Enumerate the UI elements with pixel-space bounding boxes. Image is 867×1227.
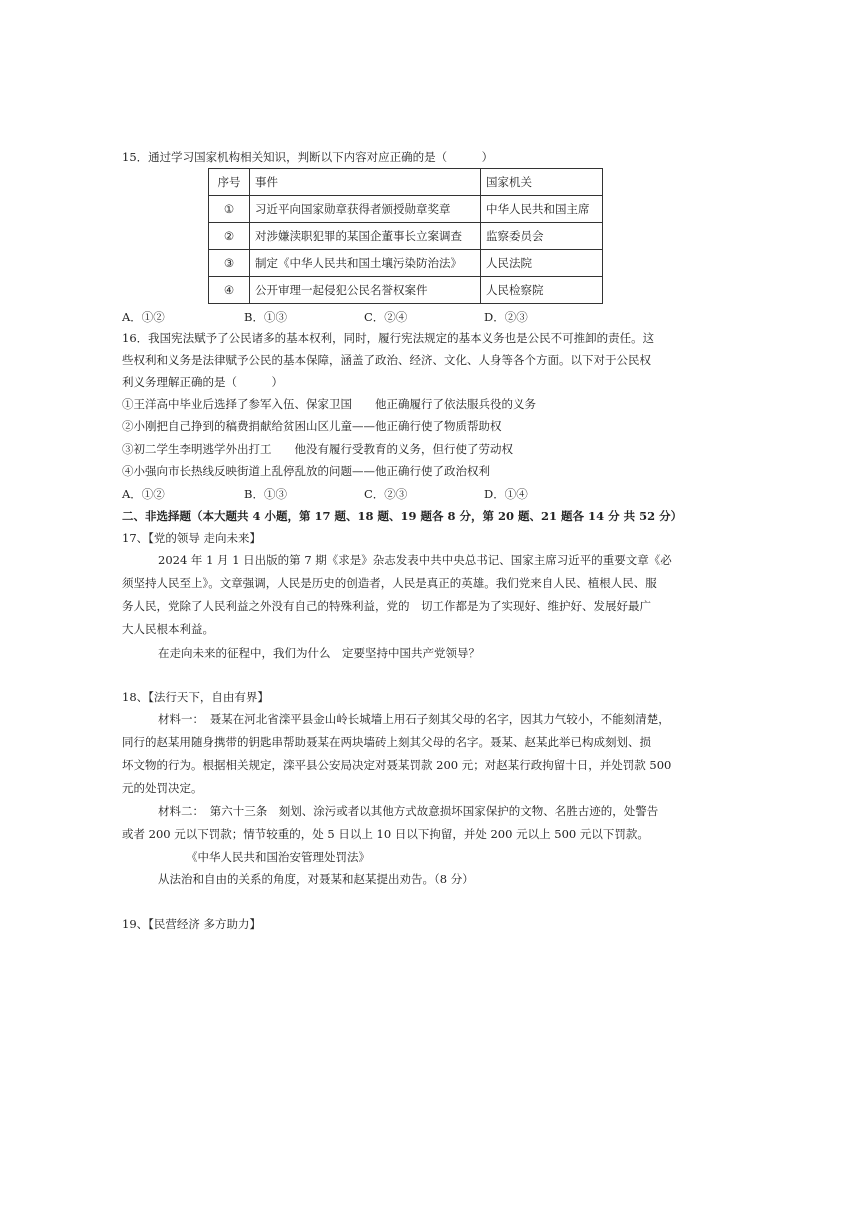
q18-material1-line: 同行的赵某用随身携带的钥匙串帮助聂某在两块墙砖上刻其父母的名字。聂某、赵某此举已构成刻划、损 — [122, 735, 651, 749]
q17-para-line: 大人民根本利益。 — [122, 622, 214, 636]
q16-options — [122, 486, 582, 502]
q18-material1-line: 材料一： 聂某在河北省滦平县金山岭长城墙上用石子刻其父母的名字，因其力气较小，不能刻清楚， — [158, 712, 670, 726]
table-row — [209, 277, 603, 304]
q17-para-line: 务人民，党除了人民利益之外没有自己的特殊利益，党的 切工作都是为了实现好、维护好、发展好最广 — [122, 599, 651, 613]
option-c[interactable]: C．②④ — [364, 310, 408, 324]
row-event: 公开审理一起侵犯公民名誉权案件 — [250, 277, 481, 304]
row-index: ② — [209, 223, 250, 250]
q18-material1-line: 坏文物的行为。根据相关规定，滦平县公安局决定对聂某罚款 200 元；对赵某行政拘留十日，并处罚款 500 — [122, 758, 672, 772]
q15-stem: 15．通过学习国家机构相关知识，判断以下内容对应正确的是（ ） — [122, 150, 494, 164]
q19-title: 19、【民营经济 多方助力】 — [122, 917, 262, 931]
table-header-row — [209, 169, 603, 196]
q18-question: 从法治和自由的关系的角度，对聂某和赵某提出劝告。（8 分） — [158, 872, 474, 886]
row-event: 对涉嫌渎职犯罪的某国企董事长立案调查 — [250, 223, 481, 250]
header-index: 序号 — [209, 169, 250, 196]
q18-title: 18、【法行天下，自由有界】 — [122, 690, 269, 704]
section-heading: 二、非选择题（本大题共 4 小题，第 17 题、18 题、19 题各 8 分，第 20 题、21 题各 14 分 共 52 分） — [122, 509, 683, 523]
row-event: 制定《中华人民共和国土壤污染防治法》 — [250, 250, 481, 277]
header-event: 事件 — [250, 169, 481, 196]
option-d[interactable]: D．②③ — [484, 310, 528, 324]
q16-stem-line: 些权利和义务是法律赋予公民的基本保障，涵盖了政治、经济、文化、人身等各个方面。以下对于公民权 — [122, 353, 651, 367]
option-a[interactable]: A．①② — [122, 310, 165, 324]
option-a[interactable]: A．①② — [122, 487, 165, 501]
row-index: ① — [209, 196, 250, 223]
q16-item: ①王洋高中毕业后选择了参军入伍、保家卫国 他正确履行了依法服兵役的义务 — [122, 397, 536, 411]
row-index: ④ — [209, 277, 250, 304]
q17-title: 17、【党的领导 走向未来】 — [122, 531, 262, 545]
q18-material1-line: 元的处罚决定。 — [122, 781, 203, 795]
option-c[interactable]: C．②③ — [364, 487, 408, 501]
q17-question: 在走向未来的征程中，我们为什么 定要坚持中国共产党领导？ — [158, 646, 480, 660]
header-agency: 国家机关 — [481, 169, 603, 196]
q16-item: ②小刚把自己挣到的稿费捐献给贫困山区儿童——他正确行使了物质帮助权 — [122, 419, 502, 433]
option-b[interactable]: B．①③ — [244, 310, 287, 324]
option-d[interactable]: D．①④ — [484, 487, 528, 501]
row-agency: 人民法院 — [481, 250, 603, 277]
q16-item: ③初二学生李明逃学外出打工 他没有履行受教育的义务，但行使了劳动权 — [122, 442, 513, 456]
table-row — [209, 196, 603, 223]
row-agency: 人民检察院 — [481, 277, 603, 304]
q18-material2-line: 材料二： 第六十三条 刻划、涂污或者以其他方式故意损坏国家保护的文物、名胜古迹的，处警告 — [158, 804, 659, 818]
row-agency: 监察委员会 — [481, 223, 603, 250]
q17-para-line: 2024 年 1 月 1 日出版的第 7 期《求是》杂志发表中共中央总书记、国家主席习近平的重要文章《必 — [158, 553, 672, 567]
q16-stem-line: 16．我国宪法赋予了公民诸多的基本权利，同时，履行宪法规定的基本义务也是公民不可推卸的责任。这 — [122, 331, 655, 345]
row-index: ③ — [209, 250, 250, 277]
q15-table — [208, 168, 603, 304]
q17-para-line: 须坚持人民至上》。文章强调，人民是历史的创造者，人民是真正的英雄。我们党来自人民、植根人民、服 — [122, 576, 657, 590]
row-agency: 中华人民共和国主席 — [481, 196, 603, 223]
q16-stem-line: 利义务理解正确的是（ ） — [122, 375, 283, 389]
q18-source: 《中华人民共和国治安管理处罚法》 — [186, 850, 370, 864]
q16-item: ④小强向市长热线反映街道上乱停乱放的问题——他正确行使了政治权利 — [122, 464, 490, 478]
q18-material2-line: 或者 200 元以下罚款；情节较重的，处 5 日以上 10 日以下拘留，并处 200 元以上 500 元以下罚款。 — [122, 827, 649, 841]
table-row — [209, 250, 603, 277]
row-event: 习近平向国家勋章获得者颁授勋章奖章 — [250, 196, 481, 223]
option-b[interactable]: B．①③ — [244, 487, 287, 501]
table-row — [209, 223, 603, 250]
q15-options — [122, 309, 582, 325]
